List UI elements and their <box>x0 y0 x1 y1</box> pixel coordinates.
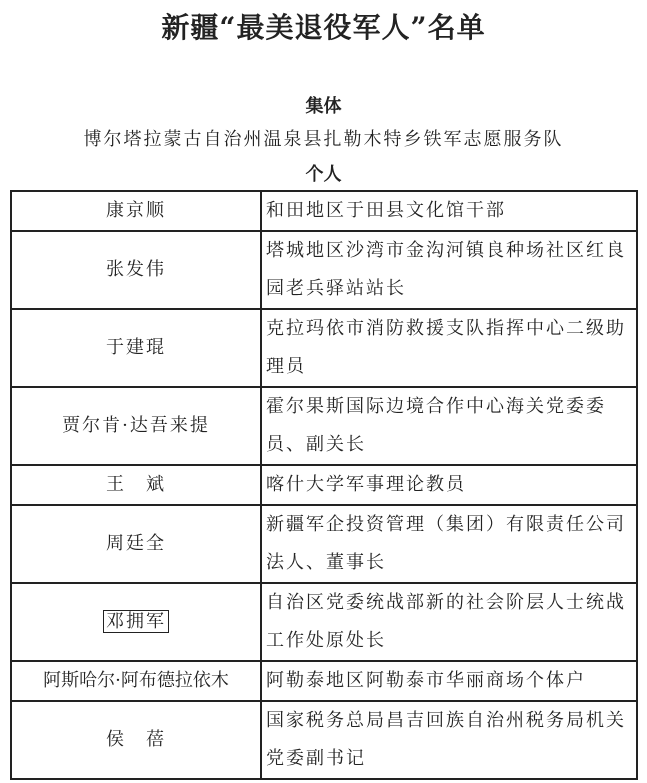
boxed-name: 邓拥军 <box>103 610 169 633</box>
table-row <box>11 701 637 779</box>
desc-cell: 喀什大学军事理论教员 <box>261 465 637 505</box>
name-cell: 阿斯哈尔·阿布德拉依木 <box>11 661 261 701</box>
table-row <box>11 465 637 505</box>
individuals-table <box>10 190 638 780</box>
desc-cell: 自治区党委统战部新的社会阶层人士统战工作处原处长 <box>261 583 637 661</box>
page-title: 新疆“最美退役军人”名单 <box>161 11 486 44</box>
table-row <box>11 505 637 583</box>
table-row <box>11 387 637 465</box>
name-cell: 贾尔肯·达吾来提 <box>11 387 261 465</box>
individual-heading: 个人 <box>305 164 342 185</box>
name-cell: 康京顺 <box>11 191 261 231</box>
desc-cell: 新疆军企投资管理（集团）有限责任公司法人、董事长 <box>261 505 637 583</box>
desc-cell: 克拉玛依市消防救援支队指挥中心二级助理员 <box>261 309 637 387</box>
table-row <box>11 231 637 309</box>
table-row <box>11 661 637 701</box>
name-cell: 周廷全 <box>11 505 261 583</box>
name-cell: 于建琨 <box>11 309 261 387</box>
table-row <box>11 309 637 387</box>
desc-cell: 和田地区于田县文化馆干部 <box>261 191 637 231</box>
collective-heading: 集体 <box>305 96 342 117</box>
table-row <box>11 583 637 661</box>
desc-cell: 霍尔果斯国际边境合作中心海关党委委员、副关长 <box>261 387 637 465</box>
name-cell <box>11 583 261 661</box>
desc-cell: 国家税务总局昌吉回族自治州税务局机关党委副书记 <box>261 701 637 779</box>
desc-cell: 阿勒泰地区阿勒泰市华丽商场个体户 <box>261 661 637 701</box>
name-cell: 王 斌 <box>11 465 261 505</box>
table-row <box>11 191 637 231</box>
name-cell: 张发伟 <box>11 231 261 309</box>
name-cell: 侯 蓓 <box>11 701 261 779</box>
desc-cell: 塔城地区沙湾市金沟河镇良种场社区红良园老兵驿站站长 <box>261 231 637 309</box>
collective-name: 博尔塔拉蒙古自治州温泉县扎勒木特乡铁军志愿服务队 <box>83 129 564 150</box>
